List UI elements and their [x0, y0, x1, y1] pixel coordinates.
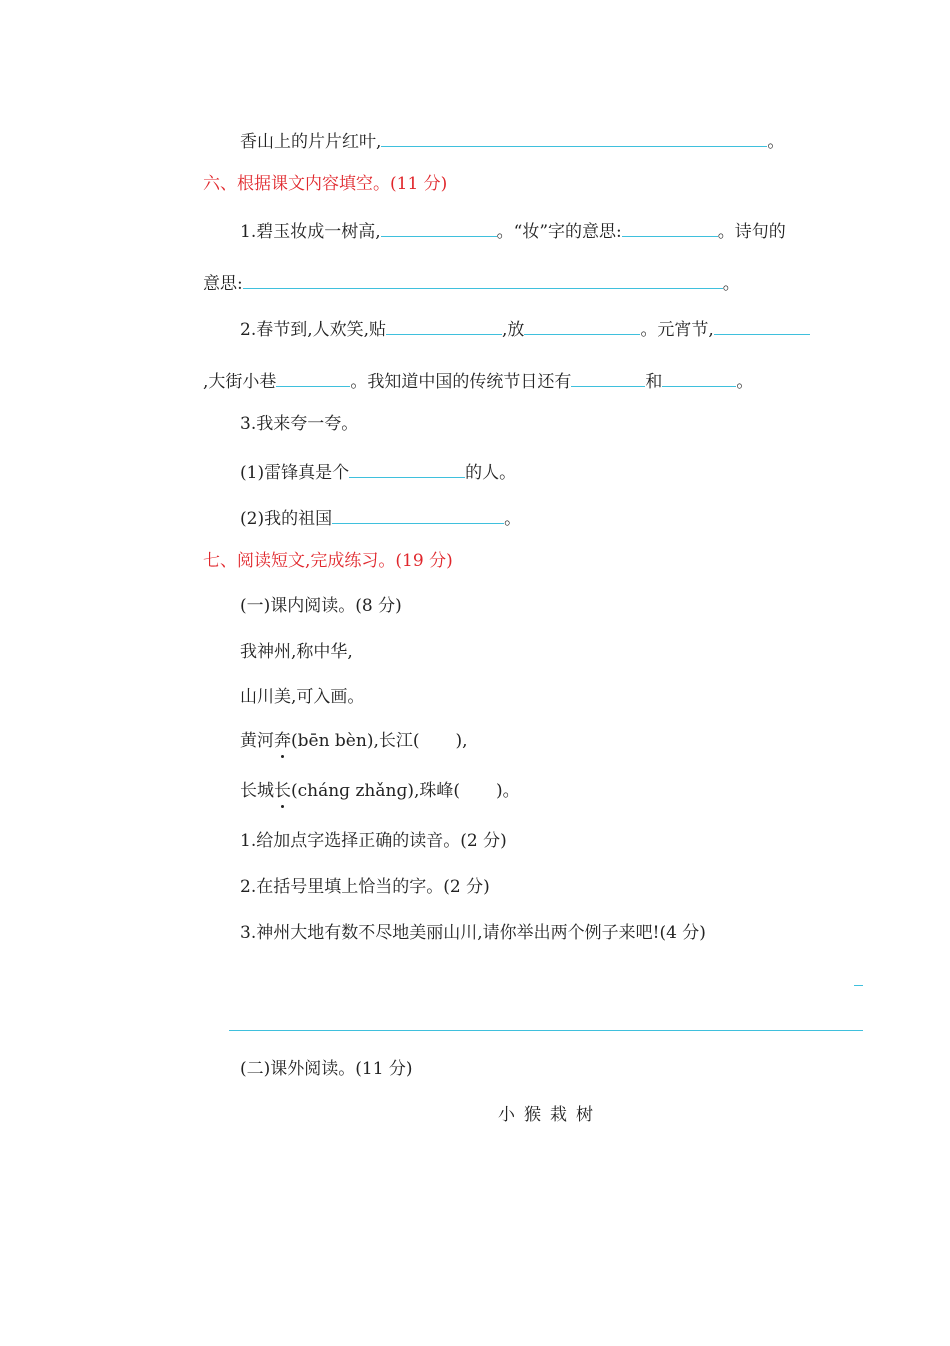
dotted-char: 长 — [274, 781, 291, 801]
answer-line-maple: 香山上的片片红叶, 。 — [240, 128, 784, 153]
question-6-2-cont: ,大街小巷 。我知道中国的传统节日还有 和 。 — [203, 368, 753, 393]
dotted-char: 奔 — [274, 731, 291, 751]
blank[interactable] — [243, 270, 723, 289]
prompt-text: 香山上的片片红叶, — [240, 132, 382, 152]
blank[interactable] — [524, 316, 640, 335]
poem-line-2: 山川美,可入画。 — [240, 687, 365, 707]
question-6-3: 3.我来夸一夸。 — [240, 414, 359, 434]
question-6-2: 2.春节到,人欢笑,贴 ,放 。元宵节, — [240, 316, 810, 341]
blank[interactable] — [381, 218, 497, 237]
poem-line-3: 黄河奔(bēn bèn),长江( ), — [240, 731, 468, 751]
question-7-3: 3.神州大地有数不尽地美丽山川,请你举出两个例子来吧!(4 分) — [240, 923, 706, 943]
section-7-heading: 七、阅读短文,完成练习。(19 分) — [203, 551, 453, 571]
blank[interactable] — [571, 368, 645, 387]
blank[interactable] — [349, 459, 465, 478]
story-title: 小猴栽树 — [498, 1105, 602, 1125]
question-7-2: 2.在括号里填上恰当的字。(2 分) — [240, 877, 490, 897]
answer-line-stub[interactable] — [854, 985, 863, 986]
question-6-3-2: (2)我的祖国 。 — [240, 505, 521, 530]
question-6-3-1: (1)雷锋真是个 的人。 — [240, 459, 516, 484]
blank[interactable] — [662, 368, 736, 387]
question-7-1: 1.给加点字选择正确的读音。(2 分) — [240, 831, 507, 851]
question-6-1-cont: 意思: 。 — [203, 270, 740, 295]
question-6-1: 1.碧玉妆成一树高, 。“妆”字的意思: 。诗句的 — [240, 218, 786, 243]
part-1-heading: (一)课内阅读。(8 分) — [240, 596, 402, 616]
blank[interactable] — [386, 316, 502, 335]
blank[interactable] — [332, 505, 504, 524]
poem-line-4: 长城长(chánɡ zhǎnɡ),珠峰( )。 — [240, 781, 520, 801]
part-2-heading: (二)课外阅读。(11 分) — [240, 1059, 413, 1079]
answer-line[interactable] — [229, 1030, 863, 1031]
blank[interactable] — [381, 128, 767, 147]
blank[interactable] — [276, 368, 350, 387]
section-6-heading: 六、根据课文内容填空。(11 分) — [203, 174, 448, 194]
blank[interactable] — [622, 218, 718, 237]
blank[interactable] — [714, 316, 810, 335]
poem-line-1: 我神州,称中华, — [240, 642, 353, 662]
